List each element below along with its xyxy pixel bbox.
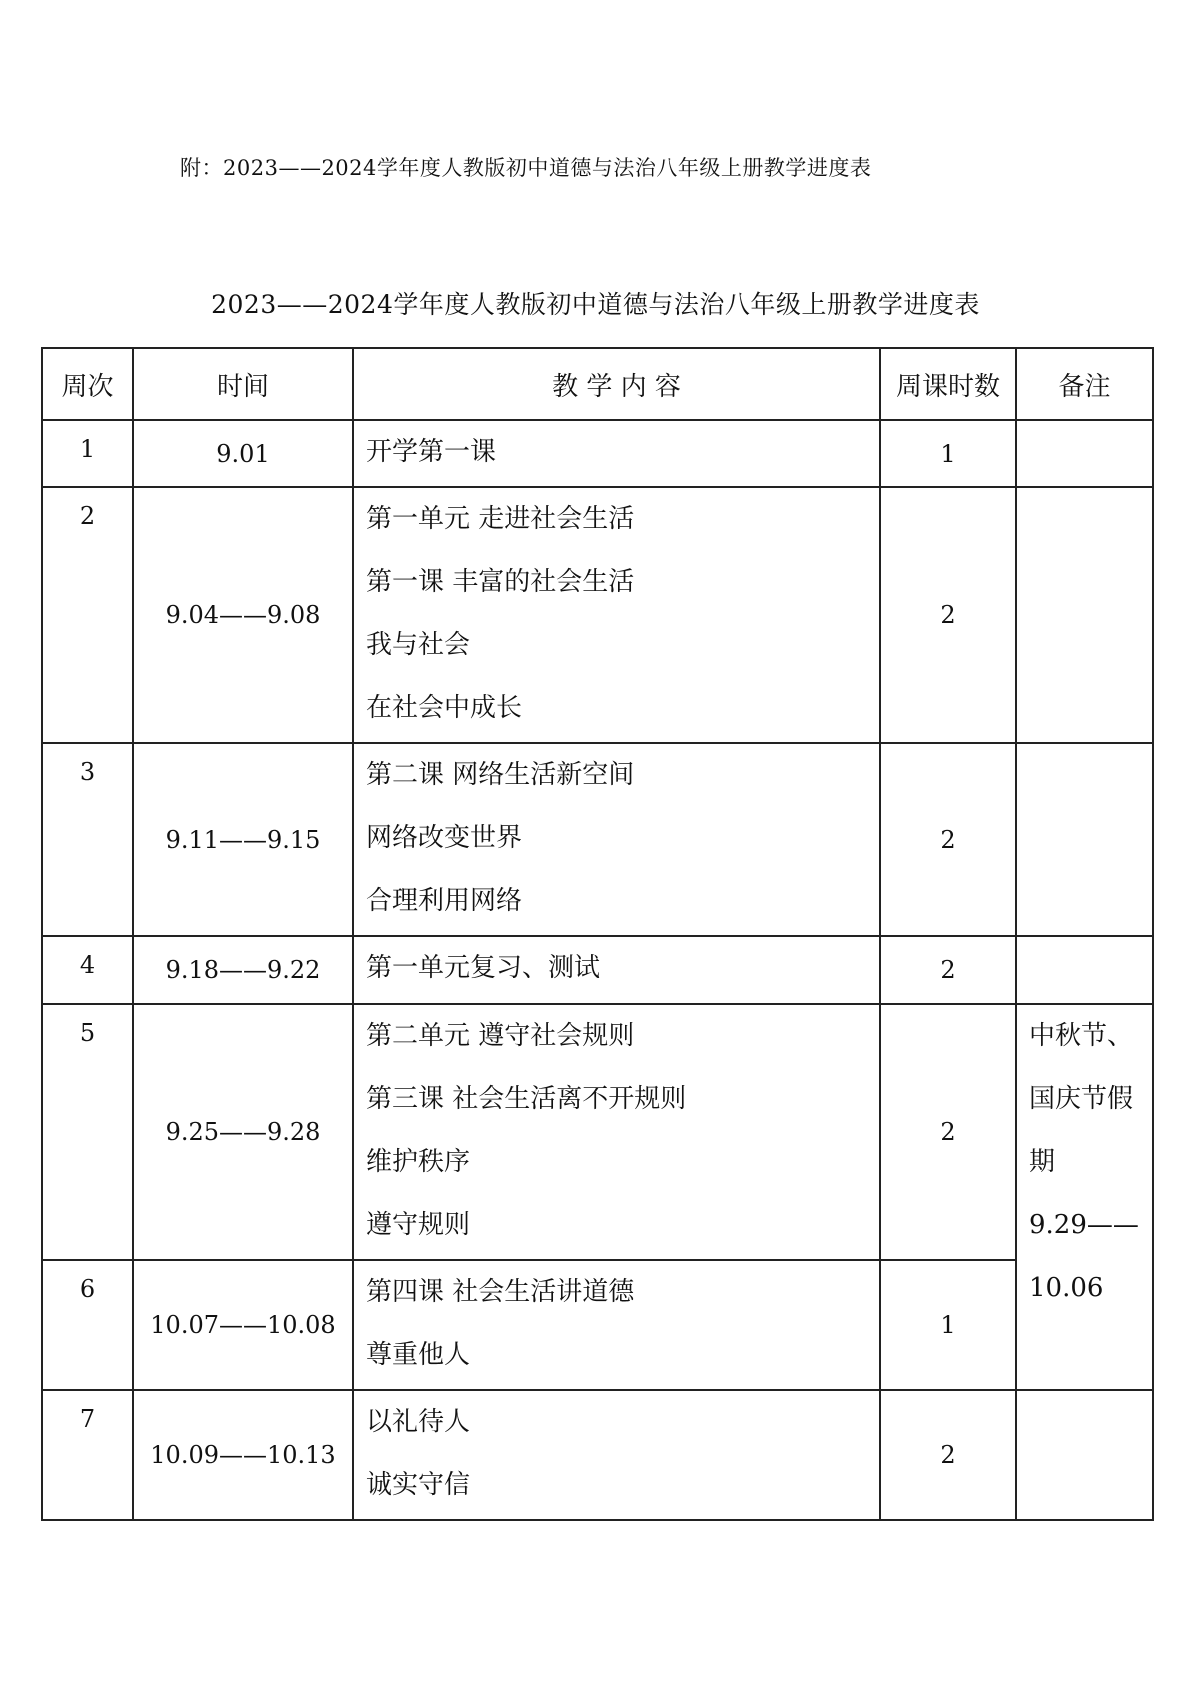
header-remark: 备注 (1016, 348, 1153, 420)
content-cell (353, 1390, 880, 1520)
week-cell: 4 (42, 936, 133, 1004)
time-cell: 9.11——9.15 (133, 743, 353, 936)
page-title: 2023——2024学年度人教版初中道德与法治八年级上册教学进度表 (211, 290, 980, 319)
content-line: 以礼待人 (366, 1407, 471, 1437)
time-cell: 9.04——9.08 (133, 487, 353, 743)
hours-cell: 2 (880, 1004, 1016, 1260)
content-line: 第一单元 走进社会生活 (366, 504, 635, 534)
table-row (42, 1004, 1153, 1260)
remark-cell (1016, 936, 1153, 1004)
table-row (42, 1390, 1153, 1520)
time-cell: 10.07——10.08 (133, 1260, 353, 1390)
time-cell: 9.01 (133, 420, 353, 487)
content-line: 遵守规则 (366, 1210, 471, 1240)
remark-cell (1016, 420, 1153, 487)
content-cell (353, 487, 880, 743)
schedule-table (41, 347, 1154, 1521)
content-line: 在社会中成长 (366, 693, 523, 723)
content-line: 开学第一课 (366, 437, 497, 467)
remark-line: 9.29—— (1029, 1210, 1139, 1240)
time-cell: 9.25——9.28 (133, 1004, 353, 1260)
hours-cell: 1 (880, 1260, 1016, 1390)
content-line: 第一单元复习、测试 (366, 953, 601, 983)
header-content: 教 学 内 容 (353, 348, 880, 420)
content-line: 合理利用网络 (366, 886, 523, 916)
week-cell: 3 (42, 743, 133, 936)
content-line: 网络改变世界 (366, 823, 523, 853)
content-line: 我与社会 (366, 630, 471, 660)
header-time: 时间 (133, 348, 353, 420)
content-line: 第三课 社会生活离不开规则 (366, 1084, 687, 1114)
week-cell: 1 (42, 420, 133, 487)
week-cell: 7 (42, 1390, 133, 1520)
content-line: 第一课 丰富的社会生活 (366, 567, 635, 597)
hours-cell: 2 (880, 1390, 1016, 1520)
content-line: 第二单元 遵守社会规则 (366, 1021, 635, 1051)
content-cell (353, 420, 880, 487)
table-row (42, 420, 1153, 487)
table-row (42, 936, 1153, 1004)
time-cell: 10.09——10.13 (133, 1390, 353, 1520)
remark-cell (1016, 743, 1153, 936)
week-cell: 5 (42, 1004, 133, 1260)
hours-cell: 1 (880, 420, 1016, 487)
content-cell (353, 1260, 880, 1390)
content-cell (353, 743, 880, 936)
header-week: 周次 (42, 348, 133, 420)
content-line: 尊重他人 (366, 1340, 471, 1370)
content-line: 第四课 社会生活讲道德 (366, 1277, 635, 1307)
table-header-row (42, 348, 1153, 420)
content-cell (353, 936, 880, 1004)
remark-cell-holiday (1016, 1004, 1153, 1390)
table-row (42, 1260, 1153, 1390)
hours-cell: 2 (880, 487, 1016, 743)
remark-line: 国庆节假 (1029, 1084, 1134, 1114)
remark-line: 期 (1029, 1147, 1056, 1177)
week-cell: 2 (42, 487, 133, 743)
hours-cell: 2 (880, 936, 1016, 1004)
remark-line: 10.06 (1029, 1273, 1104, 1303)
remark-cell (1016, 1390, 1153, 1520)
header-hours: 周课时数 (880, 348, 1016, 420)
table-row (42, 487, 1153, 743)
remark-cell (1016, 487, 1153, 743)
remark-line: 中秋节、 (1029, 1021, 1134, 1051)
attachment-note: 附：2023——2024学年度人教版初中道德与法治八年级上册教学进度表 (180, 156, 872, 180)
content-line: 诚实守信 (366, 1470, 471, 1500)
table-row (42, 743, 1153, 936)
time-cell: 9.18——9.22 (133, 936, 353, 1004)
content-line: 维护秩序 (366, 1147, 471, 1177)
week-cell: 6 (42, 1260, 133, 1390)
content-line: 第二课 网络生活新空间 (366, 760, 635, 790)
content-cell (353, 1004, 880, 1260)
hours-cell: 2 (880, 743, 1016, 936)
